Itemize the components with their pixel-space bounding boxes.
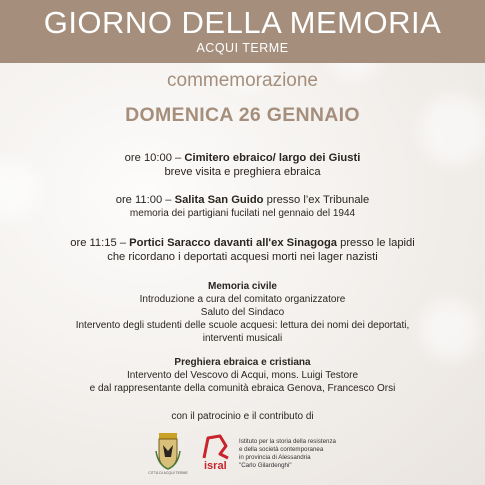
civile-line-2: Saluto del Sindaco [200, 307, 285, 318]
event-1-detail: breve visita e preghiera ebraica [164, 166, 321, 178]
event-3-location: presso le lapidi [337, 237, 415, 249]
comune-caption: CITTÀ DI ACQUI TERME [148, 471, 188, 475]
event-3-headline [0, 236, 485, 250]
isral-description [239, 438, 399, 470]
page-subtitle: ACQUI TERME [196, 41, 289, 55]
header-banner [0, 0, 485, 63]
event-1-headline [0, 151, 485, 165]
event-date: DOMENICA 26 GENNAIO [125, 104, 360, 126]
event-3-place: Portici Saracco davanti all'ex Sinagoga [129, 237, 337, 249]
preghiera-heading: Preghiera ebraica e cristiana [174, 357, 311, 368]
event-2-place: Salita San Guido [174, 194, 264, 206]
page-title: GIORNO DELLA MEMORIA [43, 5, 442, 40]
event-2-location: presso l’ex Tribunale [263, 194, 370, 206]
event-2-time: ore 11:00 – [115, 194, 175, 206]
commemorazione-label: commemorazione [167, 70, 318, 91]
isral-text-1: Istituto per la storia della resistenza [239, 438, 336, 445]
event-1-time: ore 10:00 – [124, 152, 185, 164]
isral-text-4: "Carlo Gilardenghi" [239, 462, 292, 469]
preghiera-line-1: Intervento del Vescovo di Acqui, mons. Luigi Testore [126, 370, 359, 381]
civile-line-1: Introduzione a cura del comitato organizzatore [139, 294, 346, 305]
civile-line-4: interventi musicali [202, 333, 283, 344]
civile-heading: Memoria civile [208, 281, 277, 292]
isral-text-2: e della società contemporanea [239, 446, 324, 453]
patronage-text: con il patrocinio e il contributo di [171, 411, 314, 422]
comune-crest-logo [148, 431, 188, 479]
event-2-headline [0, 193, 485, 207]
preghiera-line-2: e dal rappresentante della comunità ebraica Genova, Francesco Orsi [89, 383, 396, 394]
event-3-detail: che ricordano i deportati acquesi morti nei lager nazisti [107, 251, 378, 263]
isral-text-3: in provincia di Alessandria [239, 454, 311, 461]
event-2-detail: memoria dei partigiani fucilati nel gennaio del 1944 [129, 208, 356, 219]
isral-wordmark: isral [204, 460, 227, 472]
event-3-time: ore 11:15 – [70, 237, 130, 249]
civile-line-3: Intervento degli studenti delle scuole acquesi: lettura dei nomi dei deportati, [75, 320, 410, 331]
event-1-place: Cimitero ebraico/ largo dei Giusti [184, 152, 361, 164]
